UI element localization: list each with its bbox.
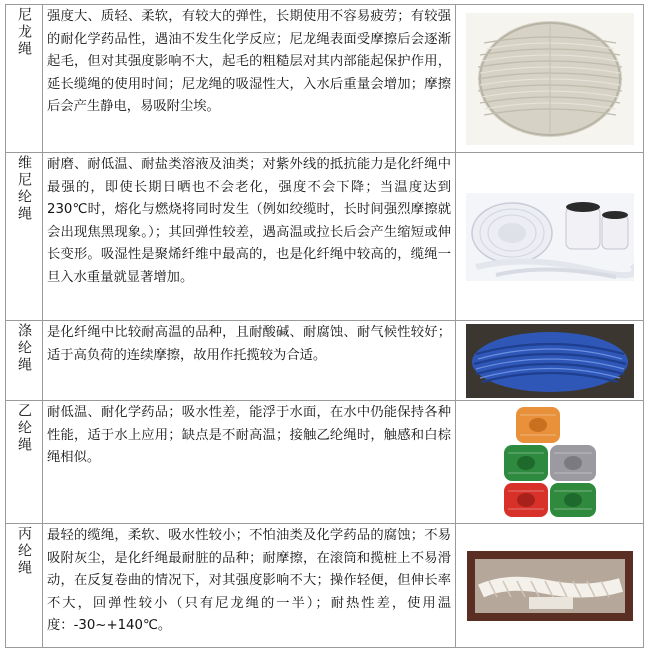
- rope-name: 尼龙绳: [16, 7, 32, 58]
- rope-description: 最轻的缆绳，柔软、吸水性较小；不怕油类及化学药品的腐蚀；不易吸附灰尘，是化纤绳最耐脏的品种；耐摩擦，在滚筒和揽桩上不易滑动，在反复卷曲的情况下，对其强度影响不大；操作轻便，但伸长率不大，回弹性较小（只有尼龙绳的一半）；耐热性差，使用温度：-30~+140℃。: [43, 524, 456, 648]
- rope-description: 耐低温、耐化学药品；吸水性差，能浮于水面，在水中仍能保持各种性能，适于水上应用；缺点是不耐高温；接触乙纶绳时，触感和白棕绳相似。: [43, 401, 456, 524]
- rope-comparison-table: [5, 4, 644, 648]
- vinylon-rope-coils-icon: [466, 193, 634, 281]
- rope-description: 是化纤绳中比较耐高温的品种，且耐酸碱、耐腐蚀、耐气候性较好；适于高负荷的连续摩擦，故用作托揽较为合适。: [43, 321, 456, 401]
- rope-photo-cell: [456, 401, 644, 524]
- rope-photo-cell: [456, 524, 644, 648]
- table-row: [6, 524, 644, 648]
- rope-photo-cell: [456, 5, 644, 153]
- rope-name: 涤纶绳: [16, 323, 32, 374]
- rope-name-cell: [6, 321, 43, 401]
- rope-name: 丙纶绳: [16, 526, 32, 577]
- rope-name-cell: [6, 524, 43, 648]
- rope-photo-cell: [456, 153, 644, 321]
- nylon-rope-coil-icon: [466, 13, 634, 145]
- rope-photo-cell: [456, 321, 644, 401]
- polypropylene-rope-strand-icon: [467, 551, 633, 621]
- table-row: [6, 401, 644, 524]
- rope-description: 强度大、质轻、柔软，有较大的弹性，长期使用不容易疲劳；有较强的耐化学药品性，遇油不发生化学反应；尼龙绳表面受摩擦后会逐渐起毛，但对其强度影响不大，起毛的粗糙层对其内部能起保护作用，延长缆绳的使用时间；尼龙绳的吸湿性大，入水后重量会增加；摩擦后会产生静电，易吸附尘埃。: [43, 5, 456, 153]
- table-row: [6, 5, 644, 153]
- polyethylene-rope-stack-icon: [500, 405, 600, 519]
- table-row: [6, 321, 644, 401]
- rope-name-cell: [6, 5, 43, 153]
- rope-name: 乙纶绳: [16, 403, 32, 454]
- rope-name: 维尼纶绳: [16, 155, 32, 223]
- rope-description: 耐磨、耐低温、耐盐类溶液及油类；对紫外线的抵抗能力是化纤绳中最强的，即使长期日晒也不会老化，强度不会下降；当温度达到230℃时，熔化与燃烧将同时发生（例如绞缆时，长时间强烈摩擦就会出现焦黑现象。）；其回弹性较差，遇高温或拉长后会产生缩短或伸长变形。吸湿性是聚烯纤维中最高的，也是化纤绳中较高的，缆绳一旦入水重量就显著增加。: [43, 153, 456, 321]
- table-row: [6, 153, 644, 321]
- polyester-rope-coil-icon: [466, 324, 634, 398]
- rope-name-cell: [6, 401, 43, 524]
- rope-name-cell: [6, 153, 43, 321]
